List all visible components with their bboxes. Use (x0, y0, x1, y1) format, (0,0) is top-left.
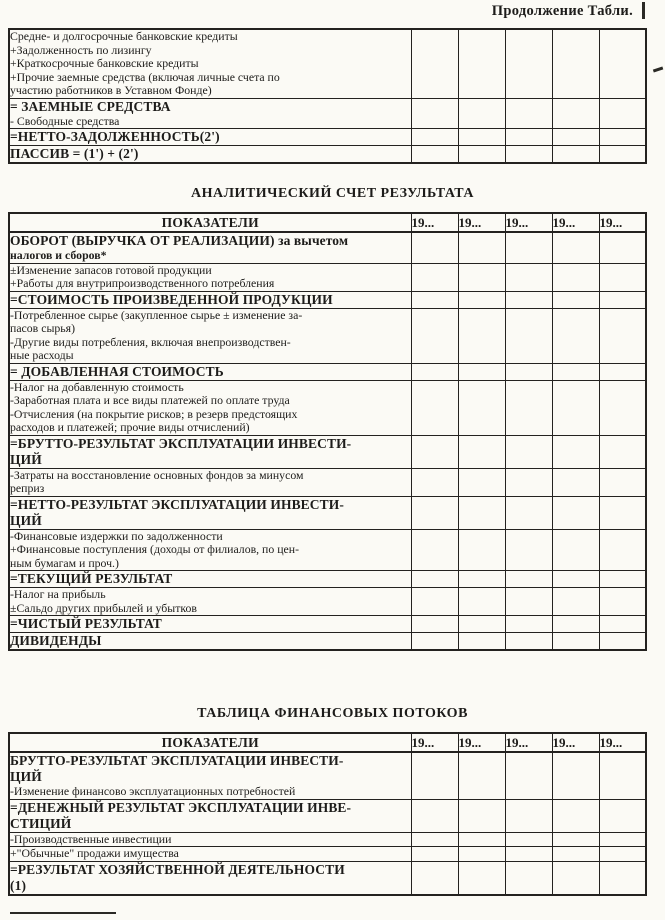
row-label-line: =НЕТТО-ЗАДОЛЖЕННОСТЬ(2') (10, 129, 220, 144)
row-label-line: +Задолженность по лизингу (10, 43, 152, 57)
value-cell (458, 29, 505, 98)
row-label-line: реприз (10, 482, 45, 495)
row-label (9, 571, 411, 588)
scan-dash-artifact (653, 67, 663, 72)
value-cell (411, 380, 458, 435)
row-label (9, 232, 411, 263)
value-cell (458, 380, 505, 435)
row-label-line: +"Обычные" продажи имущества (10, 847, 179, 860)
value-cell (458, 363, 505, 380)
value-cell (505, 633, 552, 651)
row-label-line: ЦИЙ (10, 769, 42, 784)
year-header-cell: 19... (411, 213, 458, 232)
value-cell (411, 98, 458, 129)
year-header-cell: 19... (552, 733, 599, 752)
value-cell (552, 571, 599, 588)
value-cell (411, 435, 458, 468)
row-label-line: пасов сырья) (10, 322, 75, 335)
table-row (9, 232, 646, 263)
value-cell (411, 291, 458, 308)
value-cell (411, 129, 458, 146)
value-cell (599, 588, 646, 616)
row-label-line: -Другие виды потребления, включая внепроизводствен- (10, 335, 291, 349)
row-label (9, 861, 411, 895)
row-label (9, 363, 411, 380)
row-label-line: ДИВИДЕНДЫ (10, 633, 102, 648)
value-cell (505, 435, 552, 468)
table-row (9, 98, 646, 129)
value-cell (552, 129, 599, 146)
row-label (9, 435, 411, 468)
row-label (9, 98, 411, 129)
value-cell (458, 98, 505, 129)
value-cell (505, 29, 552, 98)
value-cell (552, 799, 599, 832)
table-row (9, 363, 646, 380)
value-cell (599, 146, 646, 164)
value-cell (552, 861, 599, 895)
table-row (9, 263, 646, 291)
value-cell (411, 847, 458, 862)
value-cell (599, 496, 646, 529)
cash-flow-table (8, 732, 647, 896)
row-label-line: - Свободные средства (10, 114, 120, 128)
row-label-line: СТИЦИЙ (10, 815, 72, 831)
value-cell (599, 832, 646, 847)
value-cell (599, 363, 646, 380)
value-cell (505, 291, 552, 308)
row-label-line: участию работников в Уставном Фонде) (10, 84, 212, 97)
table-row (9, 380, 646, 435)
row-label-line: =БРУТТО-РЕЗУЛЬТАТ ЭКСПЛУАТАЦИИ ИНВЕСТИ- (10, 435, 352, 451)
value-cell (599, 616, 646, 633)
table-row (9, 799, 646, 832)
table-row (9, 435, 646, 468)
value-cell (458, 752, 505, 799)
value-cell (505, 752, 552, 799)
row-label-line: -Отчисления (на покрытие рисков; в резерв предстоящих (10, 407, 298, 421)
year-header-cell: 19... (599, 213, 646, 232)
value-cell (599, 29, 646, 98)
value-cell (599, 468, 646, 496)
value-cell (411, 468, 458, 496)
value-cell (552, 616, 599, 633)
row-label-line: =ДЕНЕЖНЫЙ РЕЗУЛЬТАТ ЭКСПЛУАТАЦИИ ИНВЕ- (10, 799, 352, 815)
table-row (9, 291, 646, 308)
table-header-row (9, 213, 646, 232)
value-cell (552, 146, 599, 164)
table-row (9, 146, 646, 164)
value-cell (411, 529, 458, 571)
table-row (9, 832, 646, 847)
value-cell (458, 832, 505, 847)
value-cell (411, 799, 458, 832)
value-cell (552, 588, 599, 616)
row-label-line: ЦИЙ (10, 512, 42, 528)
row-label (9, 616, 411, 633)
value-cell (505, 363, 552, 380)
row-label-line: -Налог на добавленную стоимость (10, 380, 184, 394)
value-cell (552, 468, 599, 496)
row-label-line: -Финансовые издержки по задолженности (10, 529, 223, 543)
value-cell (552, 380, 599, 435)
value-cell (599, 861, 646, 895)
value-cell (505, 496, 552, 529)
value-cell (411, 363, 458, 380)
table-row (9, 529, 646, 571)
value-cell (552, 529, 599, 571)
row-label-line: -Потребленное сырье (закупленное сырье ± изменение за- (10, 308, 303, 322)
table-row (9, 847, 646, 862)
table-row (9, 29, 646, 98)
table-row (9, 861, 646, 895)
value-cell (505, 232, 552, 263)
row-label-line: +Работы для внутрипроизводственного потребления (10, 277, 275, 290)
cash-flow-title: ТАБЛИЦА ФИНАНСОВЫХ ПОТОКОВ (197, 706, 468, 721)
value-cell (552, 263, 599, 291)
row-label-line: =ЧИСТЫЙ РЕЗУЛЬТАТ (10, 616, 162, 631)
year-header-cell: 19... (599, 733, 646, 752)
liabilities-continuation-table (8, 28, 647, 164)
row-label-line: +Финансовые поступления (доходы от филиалов, по цен- (10, 543, 300, 556)
table-row (9, 129, 646, 146)
value-cell (411, 571, 458, 588)
row-label (9, 799, 411, 832)
analytic-result-table (8, 212, 647, 651)
row-label-line: =ТЕКУЩИЙ РЕЗУЛЬТАТ (10, 571, 173, 586)
row-label-line: -Затраты на восстановление основных фондов за минусом (10, 468, 304, 482)
scan-tick-mark (642, 2, 645, 19)
value-cell (458, 146, 505, 164)
value-cell (505, 861, 552, 895)
value-cell (411, 832, 458, 847)
row-label-line: ЦИЙ (10, 451, 42, 467)
value-cell (599, 129, 646, 146)
value-cell (458, 847, 505, 862)
row-label (9, 380, 411, 435)
value-cell (552, 847, 599, 862)
row-label-line: БРУТТО-РЕЗУЛЬТАТ ЭКСПЛУАТАЦИИ ИНВЕСТИ- (10, 753, 344, 768)
table-row (9, 308, 646, 363)
value-cell (552, 363, 599, 380)
value-cell (458, 588, 505, 616)
value-cell (458, 529, 505, 571)
row-label-line: -Налог на прибыль (10, 588, 106, 601)
value-cell (599, 799, 646, 832)
value-cell (505, 380, 552, 435)
table-row (9, 571, 646, 588)
value-cell (458, 616, 505, 633)
continuation-label: Продолжение Табли. (491, 3, 633, 19)
row-label-line: расходов и платежей; прочие виды отчислений) (10, 421, 250, 434)
row-label (9, 633, 411, 651)
value-cell (599, 571, 646, 588)
row-label (9, 146, 411, 164)
row-label (9, 752, 411, 799)
value-cell (552, 633, 599, 651)
value-cell (552, 98, 599, 129)
value-cell (552, 435, 599, 468)
row-label-line: =НЕТТО-РЕЗУЛЬТАТ ЭКСПЛУАТАЦИИ ИНВЕСТИ- (10, 496, 344, 512)
row-label-line: ные расходы (10, 349, 74, 362)
value-cell (458, 799, 505, 832)
row-label (9, 847, 411, 862)
value-cell (505, 468, 552, 496)
row-label (9, 129, 411, 146)
value-cell (458, 468, 505, 496)
value-cell (411, 146, 458, 164)
row-label-line: налогов и сборов* (10, 249, 107, 262)
value-cell (505, 847, 552, 862)
row-label (9, 588, 411, 616)
value-cell (552, 752, 599, 799)
value-cell (599, 380, 646, 435)
value-cell (411, 616, 458, 633)
value-cell (505, 799, 552, 832)
value-cell (599, 232, 646, 263)
row-label-line: -Изменение финансово эксплуатационных потребностей (10, 785, 296, 798)
value-cell (458, 435, 505, 468)
value-cell (552, 232, 599, 263)
row-label-line: = ЗАЕМНЫЕ СРЕДСТВА (10, 98, 171, 114)
analytic-result-title: АНАЛИТИЧЕСКИЙ СЧЕТ РЕЗУЛЬТАТА (191, 186, 474, 201)
value-cell (411, 633, 458, 651)
year-header-cell: 19... (552, 213, 599, 232)
indicators-header-cell: ПОКАЗАТЕЛИ (9, 733, 411, 752)
row-label-line: ным бумагам и проч.) (10, 556, 119, 570)
value-cell (458, 496, 505, 529)
value-cell (552, 291, 599, 308)
row-label (9, 29, 411, 98)
value-cell (505, 571, 552, 588)
value-cell (599, 308, 646, 363)
indicators-header-cell: ПОКАЗАТЕЛИ (9, 213, 411, 232)
value-cell (599, 847, 646, 862)
year-header-cell: 19... (458, 733, 505, 752)
value-cell (411, 496, 458, 529)
value-cell (411, 752, 458, 799)
value-cell (505, 263, 552, 291)
row-label-line: +Прочие заемные средства (включая личные счета по (10, 70, 280, 84)
value-cell (552, 832, 599, 847)
year-header-cell: 19... (458, 213, 505, 232)
row-label (9, 496, 411, 529)
value-cell (458, 571, 505, 588)
row-label-line: Средне- и долгосрочные банковские кредиты (10, 30, 238, 43)
table-row (9, 616, 646, 633)
value-cell (411, 232, 458, 263)
table-row (9, 468, 646, 496)
value-cell (599, 752, 646, 799)
value-cell (505, 832, 552, 847)
value-cell (505, 98, 552, 129)
row-label-line: =СТОИМОСТЬ ПРОИЗВЕДЕННОЙ ПРОДУКЦИИ (10, 291, 333, 307)
value-cell (599, 435, 646, 468)
row-label-line: =РЕЗУЛЬТАТ ХОЗЯЙСТВЕННОЙ ДЕЯТЕЛЬНОСТИ (10, 861, 345, 877)
year-header-cell: 19... (505, 213, 552, 232)
value-cell (411, 308, 458, 363)
value-cell (505, 616, 552, 633)
row-label-line: ±Сальдо других прибылей и убытков (10, 601, 197, 615)
row-label-line: ОБОРОТ (ВЫРУЧКА ОТ РЕАЛИЗАЦИИ) за вычетом (10, 233, 349, 248)
value-cell (458, 291, 505, 308)
row-label-line: = ДОБАВЛЕННАЯ СТОИМОСТЬ (10, 363, 224, 379)
value-cell (458, 633, 505, 651)
value-cell (411, 29, 458, 98)
row-label (9, 832, 411, 847)
value-cell (505, 308, 552, 363)
row-label (9, 529, 411, 571)
value-cell (599, 633, 646, 651)
table-header-row (9, 733, 646, 752)
year-header-cell: 19... (411, 733, 458, 752)
value-cell (411, 861, 458, 895)
row-label (9, 308, 411, 363)
table-row (9, 633, 646, 651)
row-label (9, 291, 411, 308)
table-row (9, 496, 646, 529)
value-cell (458, 232, 505, 263)
value-cell (552, 308, 599, 363)
value-cell (411, 263, 458, 291)
value-cell (599, 98, 646, 129)
row-label-line: ±Изменение запасов готовой продукции (10, 263, 212, 277)
value-cell (458, 129, 505, 146)
row-label-line: +Краткосрочные банковские кредиты (10, 57, 199, 70)
table-row (9, 588, 646, 616)
value-cell (552, 496, 599, 529)
value-cell (505, 129, 552, 146)
value-cell (599, 263, 646, 291)
row-label-line: (1) (10, 877, 27, 893)
value-cell (458, 263, 505, 291)
value-cell (599, 529, 646, 571)
row-label-line: -Заработная плата и все виды платежей по оплате труда (10, 394, 290, 407)
row-label-line: ПАССИВ = (1') + (2') (10, 146, 139, 161)
value-cell (458, 861, 505, 895)
table-row (9, 752, 646, 799)
value-cell (552, 29, 599, 98)
value-cell (599, 291, 646, 308)
footnote-rule (10, 912, 116, 914)
value-cell (411, 588, 458, 616)
year-header-cell: 19... (505, 733, 552, 752)
value-cell (458, 308, 505, 363)
value-cell (505, 588, 552, 616)
row-label (9, 263, 411, 291)
value-cell (505, 146, 552, 164)
row-label-line: -Производственные инвестиции (10, 832, 172, 846)
row-label (9, 468, 411, 496)
value-cell (505, 529, 552, 571)
